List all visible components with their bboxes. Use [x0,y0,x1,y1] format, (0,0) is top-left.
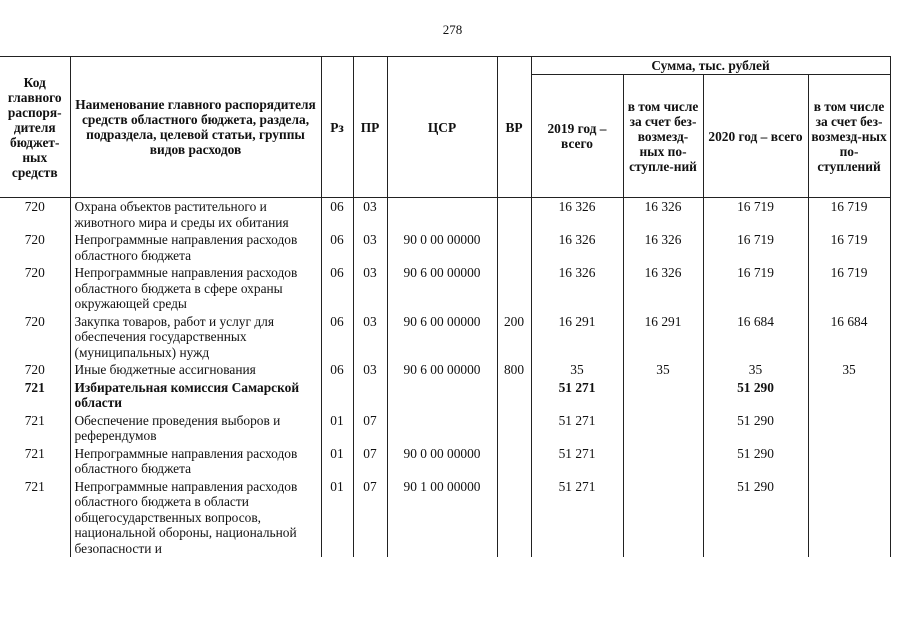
table-row [0,264,890,313]
row-2019-total: 16 326 [531,264,623,313]
table-row [0,412,890,445]
table-row [0,198,890,232]
row-2019-grants: 35 [623,361,703,379]
row-2020-grants: 16 684 [808,313,890,362]
header-pr: ПР [353,57,387,198]
row-vr [497,412,531,445]
row-code: 721 [0,412,70,445]
row-vr [497,198,531,232]
row-2019-grants: 16 326 [623,264,703,313]
table-row [0,231,890,264]
header-2020-grants: в том числе за счет без-возмезд-ных по-ступлений [808,75,890,198]
row-csr: 90 6 00 00000 [387,264,497,313]
row-pr: 03 [353,264,387,313]
row-vr: 200 [497,313,531,362]
row-2019-grants: 16 291 [623,313,703,362]
row-name: Непрограммные направления расходов областного бюджета в области общегосударственных вопросов, национальной обороны, национальной безопасности и [70,478,321,558]
row-2020-grants: 16 719 [808,198,890,232]
row-code: 720 [0,361,70,379]
header-2019-grants: в том числе за счет без-возмезд-ных по-ступле-ний [623,75,703,198]
header-2019-total: 2019 год – всего [531,75,623,198]
row-csr [387,412,497,445]
row-2019-total: 51 271 [531,412,623,445]
row-rz: 06 [321,313,353,362]
row-name: Иные бюджетные ассигнования [70,361,321,379]
row-2019-grants [623,412,703,445]
row-csr: 90 6 00 00000 [387,313,497,362]
row-pr: 03 [353,198,387,232]
row-code: 720 [0,198,70,232]
row-2020-total: 51 290 [703,412,808,445]
row-2020-total: 16 719 [703,198,808,232]
header-vr: ВР [497,57,531,198]
row-pr: 03 [353,313,387,362]
row-csr: 90 0 00 00000 [387,445,497,478]
header-code: Код главного распоря-дителя бюджет-ных средств [0,57,70,198]
row-code: 721 [0,379,70,412]
row-2019-total: 51 271 [531,478,623,558]
row-name: Непрограммные направления расходов областного бюджета в сфере охраны окружающей среды [70,264,321,313]
row-csr [387,379,497,412]
budget-table [0,56,891,557]
row-pr: 07 [353,445,387,478]
table-row [0,445,890,478]
row-name: Непрограммные направления расходов областного бюджета [70,231,321,264]
row-rz: 06 [321,264,353,313]
row-code: 720 [0,231,70,264]
row-name: Закупка товаров, работ и услуг для обеспечения государственных (муниципальных) нужд [70,313,321,362]
row-2019-total: 51 271 [531,379,623,412]
row-rz: 06 [321,361,353,379]
header-sum-group: Сумма, тыс. рублей [531,57,890,75]
header-csr: ЦСР [387,57,497,198]
row-vr [497,445,531,478]
row-rz: 01 [321,478,353,558]
row-vr: 800 [497,361,531,379]
row-name: Непрограммные направления расходов областного бюджета [70,445,321,478]
row-2020-grants [808,478,890,558]
row-2020-grants [808,445,890,478]
row-pr: 03 [353,361,387,379]
row-2019-grants [623,445,703,478]
row-code: 720 [0,264,70,313]
row-name: Избирательная комиссия Самарской области [70,379,321,412]
row-pr: 03 [353,231,387,264]
row-name: Обеспечение проведения выборов и референдумов [70,412,321,445]
row-2019-grants [623,379,703,412]
row-2020-total: 51 290 [703,478,808,558]
row-2020-grants [808,379,890,412]
row-csr: 90 6 00 00000 [387,361,497,379]
row-csr [387,198,497,232]
row-rz: 01 [321,412,353,445]
row-2019-total: 16 291 [531,313,623,362]
row-2020-total: 51 290 [703,379,808,412]
row-2020-total: 16 719 [703,231,808,264]
page-number: 278 [442,22,463,37]
row-2020-grants: 35 [808,361,890,379]
row-2019-total: 35 [531,361,623,379]
row-2020-total: 51 290 [703,445,808,478]
row-csr: 90 0 00 00000 [387,231,497,264]
row-name: Охрана объектов растительного и животного мира и среды их обитания [70,198,321,232]
row-code: 720 [0,313,70,362]
row-2019-total: 16 326 [531,198,623,232]
row-2019-total: 51 271 [531,445,623,478]
row-2020-total: 16 684 [703,313,808,362]
table-row [0,313,890,362]
row-2019-grants: 16 326 [623,231,703,264]
row-code: 721 [0,445,70,478]
row-vr [497,478,531,558]
row-2020-grants: 16 719 [808,231,890,264]
row-rz: 06 [321,231,353,264]
row-csr: 90 1 00 00000 [387,478,497,558]
header-rz: Рз [321,57,353,198]
row-rz: 01 [321,445,353,478]
header-2020-total: 2020 год – всего [703,75,808,198]
row-2020-grants [808,412,890,445]
row-2019-grants: 16 326 [623,198,703,232]
header-name: Наименование главного распорядителя средств областного бюджета, раздела, подраздела, целевой статьи, группы видов расходов [70,57,321,198]
row-pr: 07 [353,478,387,558]
row-2019-grants [623,478,703,558]
row-vr [497,231,531,264]
row-rz: 06 [321,198,353,232]
row-2020-total: 35 [703,361,808,379]
row-code: 721 [0,478,70,558]
row-pr: 07 [353,412,387,445]
row-rz [321,379,353,412]
table-body [0,198,890,558]
row-2019-total: 16 326 [531,231,623,264]
row-vr [497,379,531,412]
table-row [0,379,890,412]
row-vr [497,264,531,313]
row-pr [353,379,387,412]
row-2020-grants: 16 719 [808,264,890,313]
row-2020-total: 16 719 [703,264,808,313]
table-header [0,57,890,198]
table-row [0,478,890,558]
table-row [0,361,890,379]
